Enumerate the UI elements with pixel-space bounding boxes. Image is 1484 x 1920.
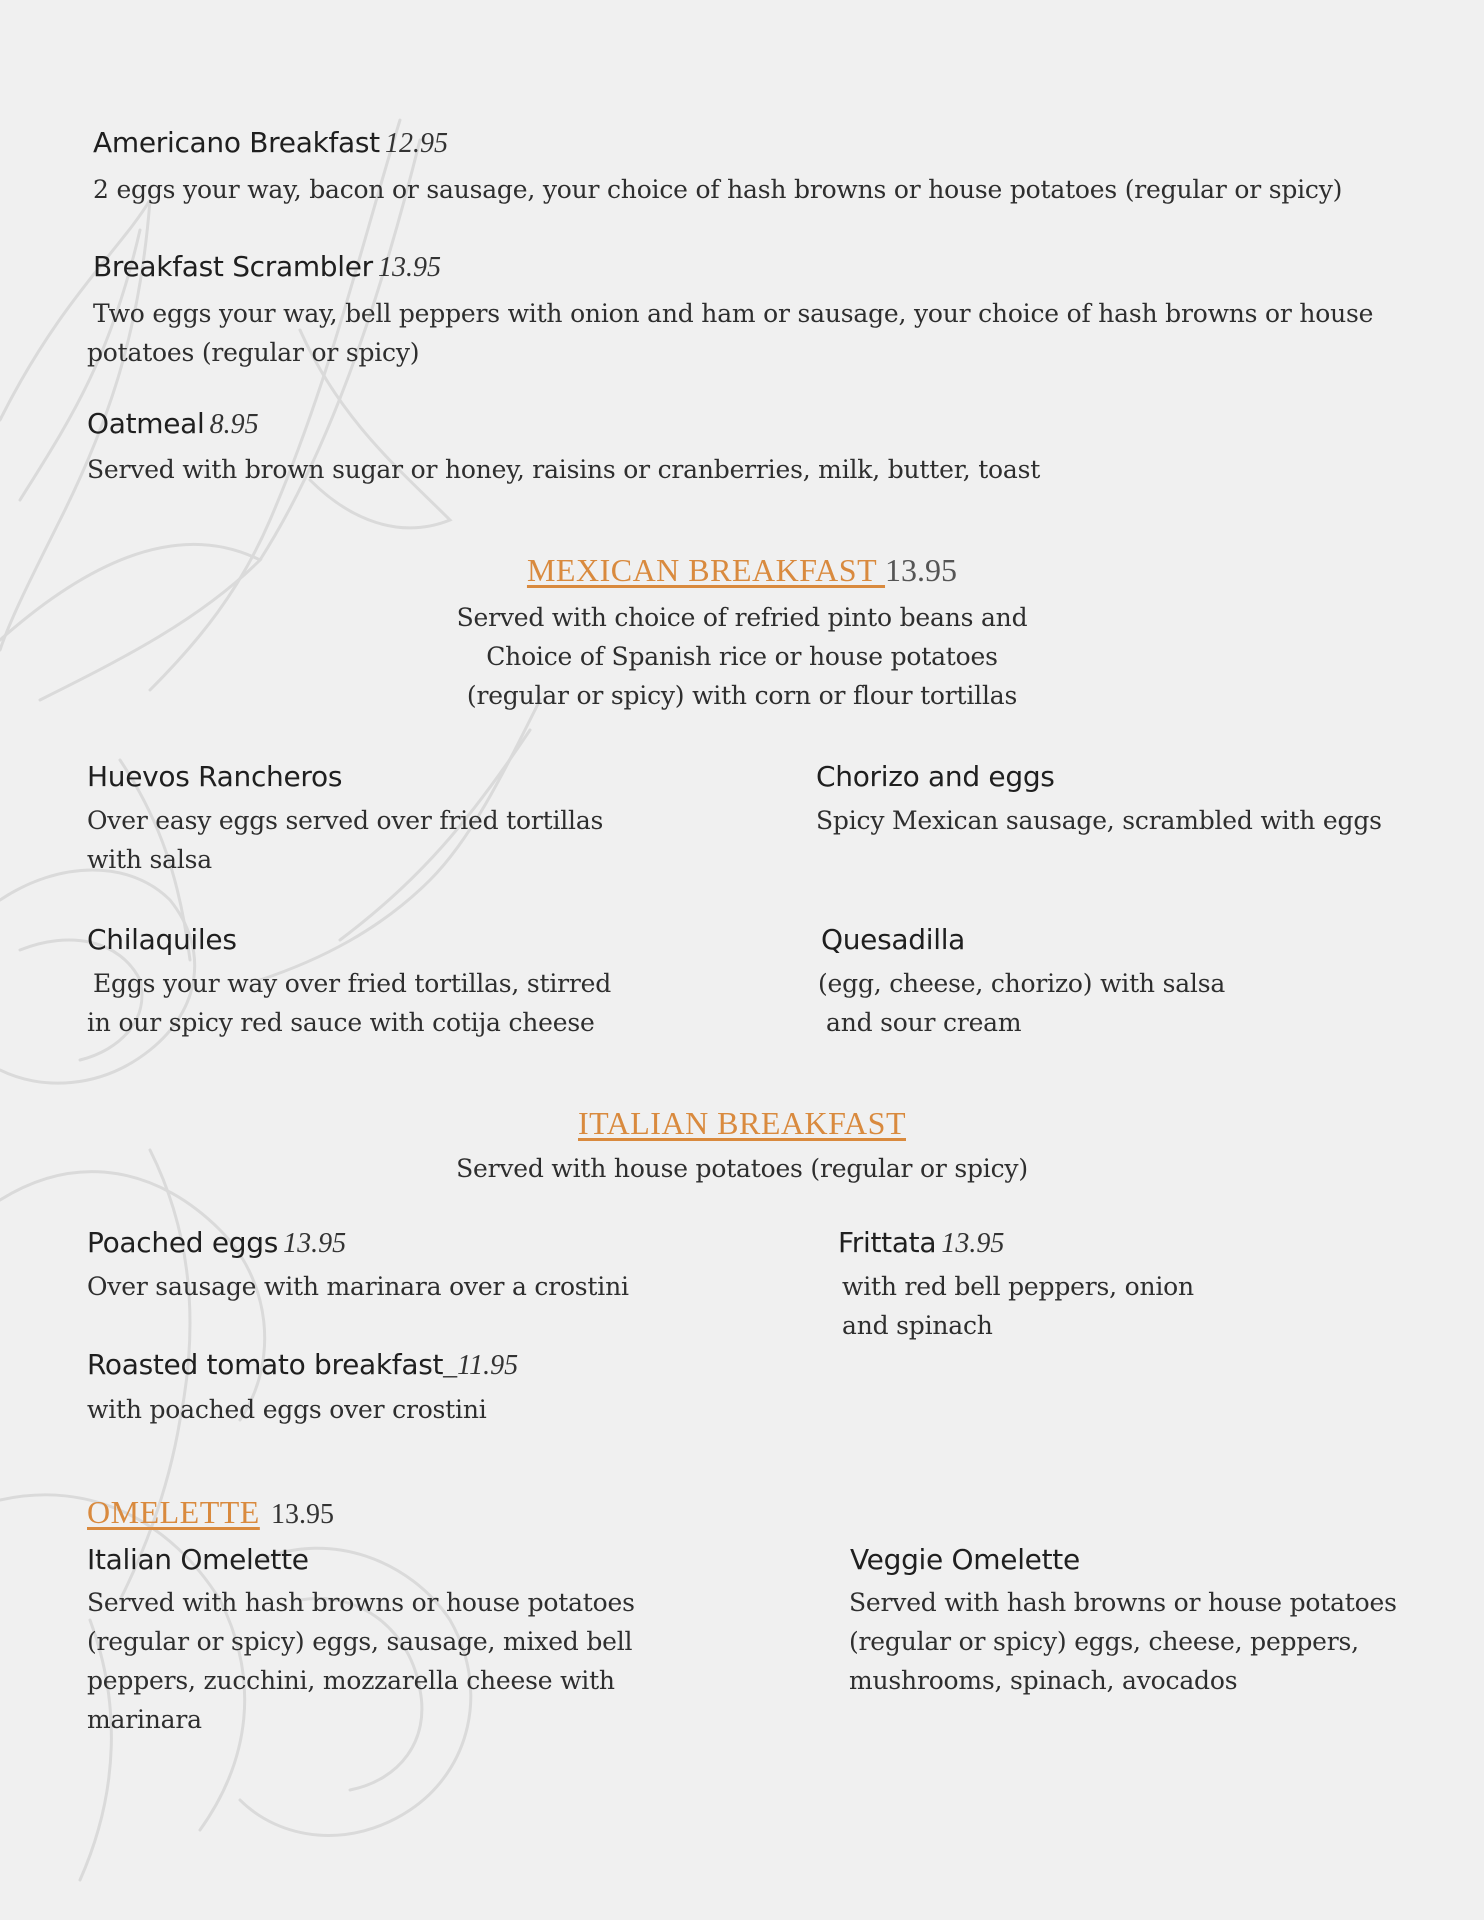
item-price: 13.95 — [941, 1228, 1005, 1259]
desc-line: and sour cream — [826, 1008, 1022, 1037]
subtitle-line: (regular or spicy) with corn or flour tortillas — [466, 681, 1018, 710]
menu-item-oatmeal — [87, 407, 259, 441]
section-header-omelette — [87, 1494, 334, 1531]
section-header-mexican — [0, 552, 1484, 589]
subtitle-line: Choice of Spanish rice or house potatoes — [486, 642, 998, 671]
item-description — [849, 1583, 1397, 1700]
desc-line: Spicy Mexican sausage, scrambled with eggs — [816, 806, 1382, 835]
item-description: with poached eggs over crostini — [87, 1395, 487, 1424]
desc-line: Served with hash browns or house potatoes — [87, 1588, 635, 1617]
desc-line: with red bell peppers, onion — [842, 1272, 1194, 1301]
item-name: Frittata — [838, 1226, 937, 1259]
item-name: Americano Breakfast — [93, 126, 380, 159]
desc-line: with salsa — [87, 845, 212, 874]
item-name: Oatmeal — [87, 407, 205, 440]
item-description: Served with brown sugar or honey, raisins or cranberries, milk, butter, toast — [87, 455, 1041, 484]
menu-item-breakfast-scrambler — [93, 250, 441, 284]
item-description-line: Two eggs your way, bell peppers with onion and ham or sausage, your choice of hash browns or house — [93, 299, 1374, 328]
desc-line: and spinach — [842, 1311, 993, 1340]
menu-item-frittata — [838, 1226, 1004, 1260]
item-price: 12.95 — [384, 128, 448, 159]
item-price: 13.95 — [283, 1228, 347, 1259]
desc-line: Over easy eggs served over fried tortillas — [87, 806, 604, 835]
item-description — [842, 1267, 1194, 1345]
item-name-quesadilla: Quesadilla — [821, 923, 966, 956]
menu-item-poached-eggs — [87, 1226, 346, 1260]
item-description — [87, 801, 603, 879]
section-price: 13.95 — [885, 552, 958, 588]
desc-line: (egg, cheese, chorizo) with salsa — [818, 969, 1226, 998]
section-header-italian — [0, 1105, 1484, 1142]
item-price: _11.95 — [443, 1350, 519, 1381]
desc-line: mushrooms, spinach, avocados — [849, 1666, 1238, 1695]
desc-line: peppers, zucchini, mozzarella cheese with — [87, 1666, 615, 1695]
desc-line: in our spicy red sauce with cotija cheese — [87, 1008, 595, 1037]
section-title: OMELETTE — [87, 1494, 260, 1530]
item-price: 8.95 — [209, 409, 259, 440]
item-description — [87, 1583, 635, 1739]
subtitle-line: Served with choice of refried pinto beans and — [456, 603, 1028, 632]
menu-item-roasted-tomato-breakfast — [87, 1348, 518, 1382]
item-description — [87, 964, 611, 1042]
section-subtitle — [0, 598, 1484, 715]
item-name-chorizo-and-eggs: Chorizo and eggs — [816, 760, 1055, 793]
item-name: Breakfast Scrambler — [93, 250, 373, 283]
desc-line: marinara — [87, 1705, 202, 1734]
desc-line: Eggs your way over fried tortillas, stirred — [93, 969, 612, 998]
desc-line: Served with hash browns or house potatoes — [849, 1588, 1397, 1617]
menu-item-americano-breakfast — [93, 126, 448, 160]
section-title: ITALIAN BREAKFAST — [578, 1105, 906, 1141]
desc-line: (regular or spicy) eggs, sausage, mixed bell — [87, 1627, 633, 1656]
item-description — [818, 964, 1225, 1042]
section-subtitle: Served with house potatoes (regular or spicy) — [456, 1154, 1028, 1183]
item-price: 13.95 — [378, 252, 441, 283]
item-name-italian-omelette: Italian Omelette — [87, 1543, 309, 1576]
section-title: MEXICAN BREAKFAST — [526, 552, 886, 588]
item-name-veggie-omelette: Veggie Omelette — [850, 1543, 1080, 1576]
item-name: Roasted tomato breakfast — [87, 1348, 444, 1381]
item-name-huevos-rancheros: Huevos Rancheros — [87, 760, 343, 793]
item-name-chilaquiles: Chilaquiles — [87, 923, 237, 956]
section-price: 13.95 — [270, 1499, 334, 1530]
item-description: 2 eggs your way, bacon or sausage, your choice of hash browns or house potatoes (regular or spicy) — [93, 175, 1343, 204]
item-name: Poached eggs — [87, 1226, 278, 1259]
desc-line: (regular or spicy) eggs, cheese, peppers, — [849, 1627, 1359, 1656]
item-description: Over sausage with marinara over a crostini — [87, 1272, 629, 1301]
item-description — [816, 801, 1382, 840]
item-description-line: potatoes (regular or spicy) — [87, 338, 420, 367]
